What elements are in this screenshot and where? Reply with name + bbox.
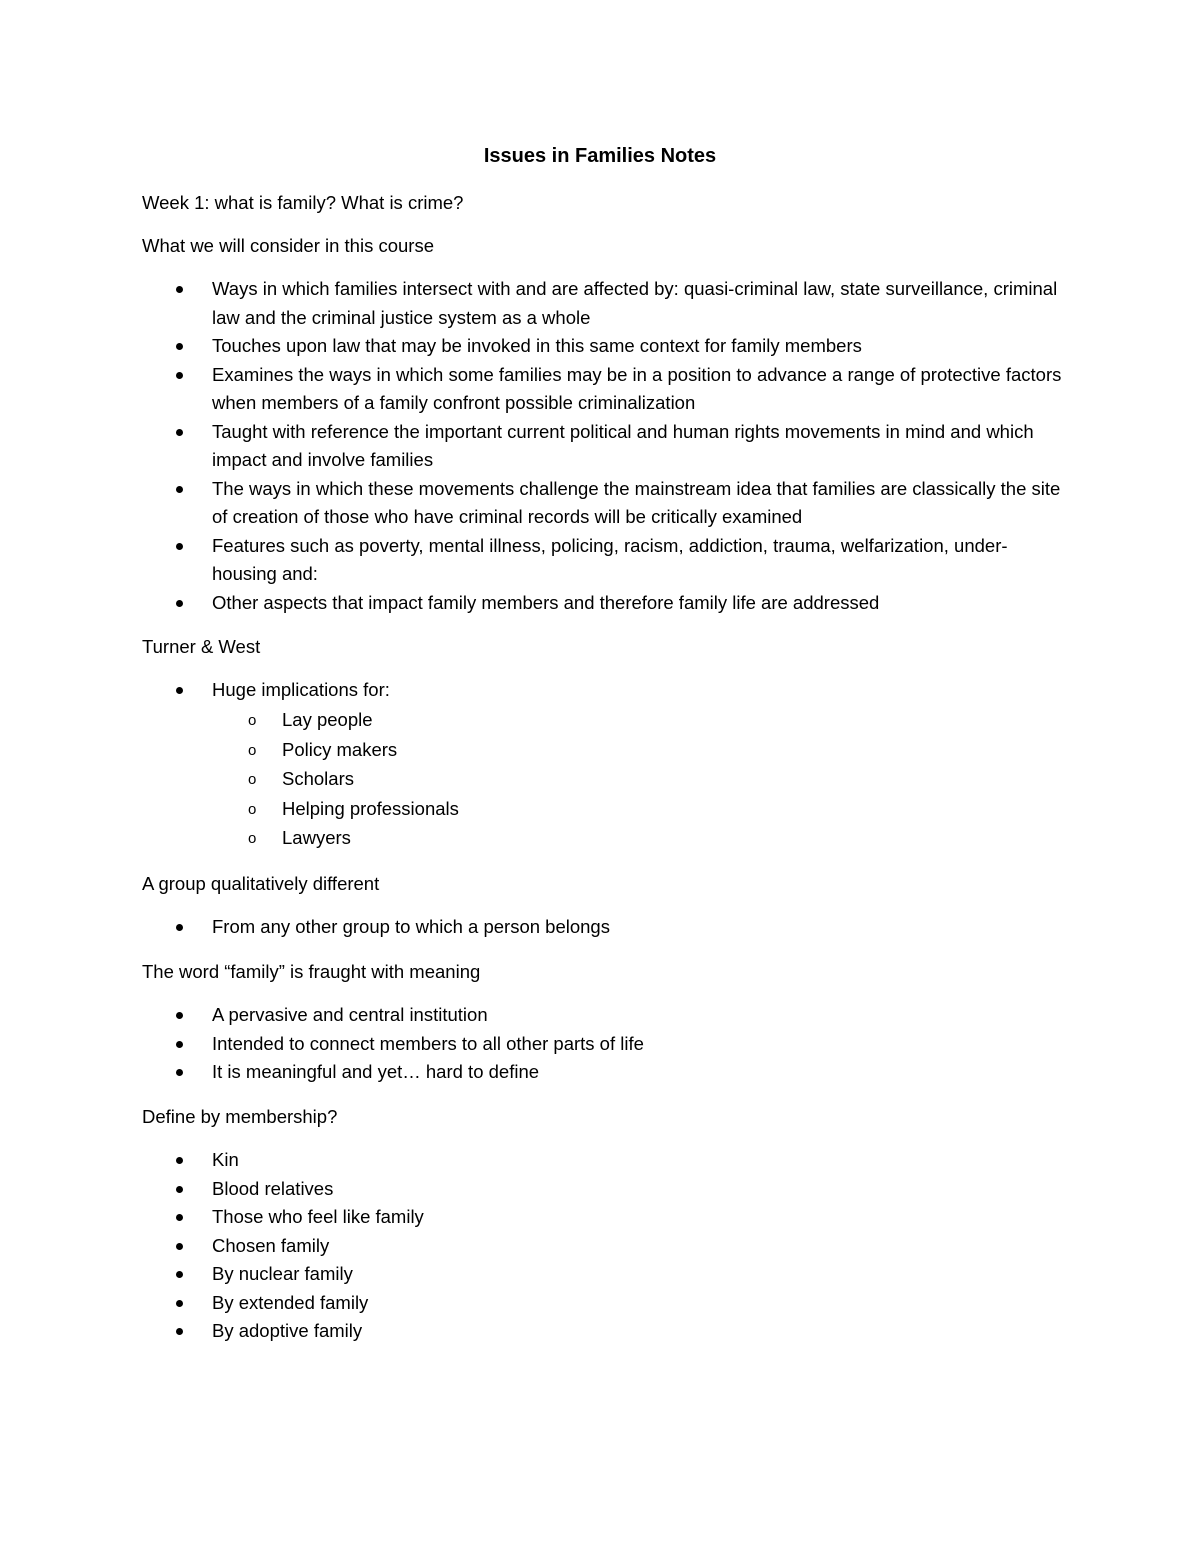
consider-list [142, 275, 1062, 617]
sub-list-item-text: Lay people [282, 709, 373, 730]
list-item [142, 676, 1062, 705]
list-item [142, 1030, 1062, 1059]
sub-list-item [142, 823, 1062, 853]
list-item-text: Touches upon law that may be invoked in this same context for family members [212, 335, 862, 356]
circle-bullet-icon: o [248, 800, 257, 818]
list-item-text: Taught with reference the important current political and human rights movements in mind and which impact and involve families [212, 420, 1034, 470]
list-item-text: Other aspects that impact family members and therefore family life are addressed [212, 591, 880, 613]
circle-bullet-icon: o [248, 771, 257, 788]
list-item-text: Intended to connect members to all other parts of life [212, 1032, 644, 1054]
bullet-icon [176, 1041, 183, 1048]
bullet-icon [176, 1214, 183, 1221]
list-item-text: Features such as poverty, mental illness, policing, racism, addiction, trauma, welfarization, under-housing and: [212, 534, 1008, 584]
sub-list-item [142, 705, 1062, 735]
document-title: Issues in Families Notes [483, 145, 717, 167]
list-item [142, 1146, 1062, 1175]
sub-list-item-text: Policy makers [282, 738, 398, 760]
turner-heading: Turner & West [142, 636, 261, 657]
bullet-icon [176, 486, 183, 493]
list-item-text: The ways in which these movements challenge the mainstream idea that families are classically the site of creation of those who have criminal records will be critically examined [212, 477, 1061, 527]
list-item [142, 275, 1062, 332]
list-item [142, 1260, 1062, 1289]
list-item [142, 418, 1062, 475]
list-item [142, 1232, 1062, 1261]
list-item-text: Chosen family [212, 1234, 330, 1256]
define-list [142, 1146, 1062, 1346]
bullet-icon [176, 687, 183, 694]
consider-heading: What we will consider in this course [142, 235, 434, 256]
turner-list [142, 676, 1062, 705]
sub-list-item [142, 794, 1062, 824]
list-item-text: Huge implications for: [212, 679, 390, 700]
list-item-text: By extended family [212, 1291, 369, 1313]
list-item-text: From any other group to which a person belongs [212, 916, 610, 937]
list-item [142, 532, 1062, 589]
list-item [142, 1289, 1062, 1318]
week-heading: Week 1: what is family? What is crime? [142, 192, 464, 213]
list-item [142, 1203, 1062, 1232]
bullet-icon [176, 600, 183, 607]
turner-sublist [142, 705, 1062, 853]
word-heading: The word “family” is fraught with meaning [142, 961, 481, 982]
sub-list-item-text: Lawyers [282, 827, 351, 848]
list-item [142, 913, 1062, 942]
group-list [142, 913, 1062, 942]
circle-bullet-icon: o [248, 712, 257, 729]
list-item [142, 361, 1062, 418]
list-item-text: Those who feel like family [212, 1206, 424, 1227]
define-heading: Define by membership? [142, 1106, 338, 1127]
list-item-text: By adoptive family [212, 1320, 363, 1341]
list-item-text: Blood relatives [212, 1177, 334, 1199]
bullet-icon [176, 1186, 183, 1193]
sub-list-item-text: Scholars [282, 768, 354, 789]
list-item [142, 589, 1062, 618]
group-heading: A group qualitatively different [142, 873, 380, 894]
list-item-text: It is meaningful and yet… hard to define [212, 1061, 540, 1082]
bullet-icon [176, 924, 183, 931]
list-item [142, 332, 1062, 361]
bullet-icon [176, 543, 183, 550]
bullet-icon [176, 1012, 183, 1019]
list-item-text: Examines the ways in which some families may be in a position to advance a range of protective factors when members of a family confront possible criminalization [212, 363, 1062, 413]
bullet-icon [176, 429, 183, 436]
bullet-icon [176, 1157, 183, 1164]
list-item-text: Ways in which families intersect with and are affected by: quasi-criminal law, state surveillance, criminal law and the criminal justice system as a whole [212, 278, 1058, 328]
circle-bullet-icon: o [248, 830, 257, 847]
bullet-icon [176, 1300, 183, 1307]
word-list [142, 1001, 1062, 1087]
bullet-icon [176, 1328, 183, 1335]
list-item [142, 1317, 1062, 1346]
sub-list-item [142, 735, 1062, 765]
sub-list-item-text: Helping professionals [282, 797, 459, 819]
list-item-text: Kin [212, 1149, 239, 1170]
bullet-icon [176, 1271, 183, 1278]
bullet-icon [176, 1069, 183, 1076]
list-item [142, 1058, 1062, 1087]
bullet-icon [176, 343, 183, 350]
bullet-icon [176, 372, 183, 379]
sub-list-item [142, 764, 1062, 794]
list-item [142, 1001, 1062, 1030]
circle-bullet-icon: o [248, 741, 257, 759]
list-item [142, 475, 1062, 532]
list-item [142, 1175, 1062, 1204]
bullet-icon [176, 1243, 183, 1250]
list-item-text: A pervasive and central institution [212, 1004, 488, 1025]
bullet-icon [176, 286, 183, 293]
list-item-text: By nuclear family [212, 1263, 353, 1284]
